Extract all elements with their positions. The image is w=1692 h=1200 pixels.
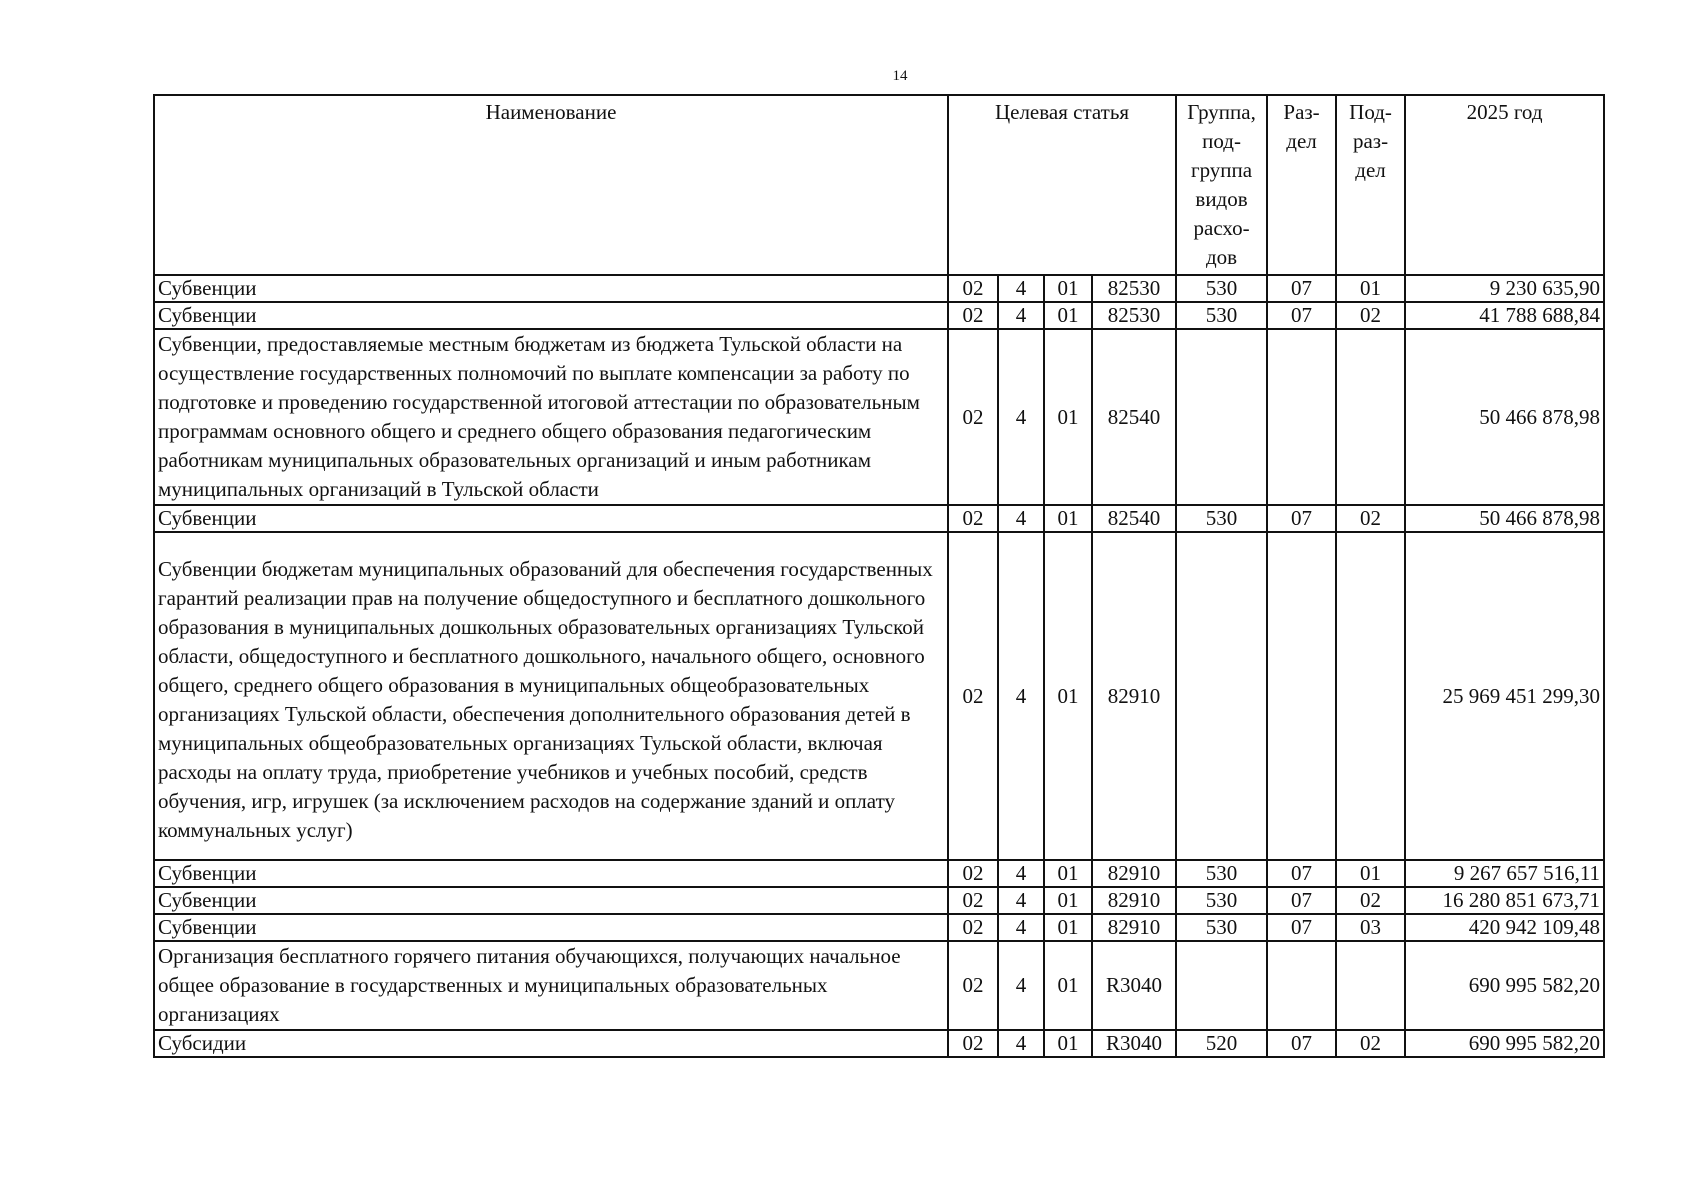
table-row [154,941,1604,1030]
row-code-subprogram: 01 [1044,860,1092,887]
row-code-direction: 82530 [1092,302,1176,329]
row-code-direction: 82910 [1092,887,1176,914]
row-code-subprogram: 01 [1044,914,1092,941]
table-row [154,275,1604,302]
row-code-direction: 82910 [1092,532,1176,860]
row-subsection [1336,329,1405,505]
row-amount: 25 969 451 299,30 [1405,532,1604,860]
row-code-subprogram: 01 [1044,275,1092,302]
row-amount: 420 942 109,48 [1405,914,1604,941]
row-subsection: 02 [1336,1030,1405,1057]
row-name: Субвенции [154,887,948,914]
row-section: 07 [1267,914,1336,941]
row-name: Субвенции [154,914,948,941]
table-row [154,329,1604,505]
row-code-program: 02 [948,275,998,302]
row-code-type: 4 [998,914,1044,941]
row-code-subprogram: 01 [1044,532,1092,860]
row-group: 530 [1176,302,1267,329]
row-code-program: 02 [948,505,998,532]
row-code-subprogram: 01 [1044,1030,1092,1057]
table-row [154,860,1604,887]
row-section [1267,532,1336,860]
row-name: Субвенции бюджетам муниципальных образований для обеспечения государственных гарантий реализации прав на получение общедоступного и бесплатного дошкольного образования в муниципальных дошкольных образовательных организациях Тульской области, общедоступного и бесплатного дошкольного, начального общего, основного общего, среднего общего образования в муниципальных общеобразовательных организациях Тульской области, обеспечения дополнительного образования детей в муниципальных общеобразовательных организациях Тульской области, включая расходы на оплату труда, приобретение учебников и учебных пособий, средств обучения, игр, игрушек (за исключением расходов на содержание зданий и оплату коммунальных услуг) [154,532,948,860]
row-amount: 41 788 688,84 [1405,302,1604,329]
row-subsection: 02 [1336,887,1405,914]
row-group [1176,329,1267,505]
row-code-program: 02 [948,532,998,860]
row-name: Субвенции [154,275,948,302]
row-section: 07 [1267,1030,1336,1057]
row-section: 07 [1267,302,1336,329]
row-code-type: 4 [998,505,1044,532]
row-group [1176,532,1267,860]
row-subsection: 02 [1336,302,1405,329]
row-subsection [1336,941,1405,1030]
row-code-program: 02 [948,1030,998,1057]
table-row [154,505,1604,532]
row-code-direction: 82910 [1092,860,1176,887]
row-code-program: 02 [948,860,998,887]
header-subsection: Под-раз-дел [1336,95,1405,275]
row-code-type: 4 [998,302,1044,329]
row-code-direction: 82910 [1092,914,1176,941]
row-group: 520 [1176,1030,1267,1057]
header-section: Раз-дел [1267,95,1336,275]
row-code-program: 02 [948,914,998,941]
row-amount: 690 995 582,20 [1405,1030,1604,1057]
row-group: 530 [1176,860,1267,887]
header-year: 2025 год [1405,95,1604,275]
row-code-subprogram: 01 [1044,941,1092,1030]
table-row [154,1030,1604,1057]
row-code-type: 4 [998,1030,1044,1057]
row-code-subprogram: 01 [1044,505,1092,532]
row-name: Субсидии [154,1030,948,1057]
row-amount: 50 466 878,98 [1405,329,1604,505]
table-header-row [154,95,1604,275]
row-subsection [1336,532,1405,860]
row-code-direction: R3040 [1092,941,1176,1030]
row-code-type: 4 [998,275,1044,302]
row-code-type: 4 [998,860,1044,887]
row-section [1267,941,1336,1030]
row-code-program: 02 [948,302,998,329]
row-subsection: 01 [1336,860,1405,887]
row-code-program: 02 [948,887,998,914]
header-name: Наименование [154,95,948,275]
row-code-program: 02 [948,941,998,1030]
row-amount: 690 995 582,20 [1405,941,1604,1030]
budget-table [153,94,1605,1058]
row-amount: 50 466 878,98 [1405,505,1604,532]
row-code-type: 4 [998,941,1044,1030]
row-group: 530 [1176,275,1267,302]
table-row [154,532,1604,860]
row-group [1176,941,1267,1030]
row-subsection: 02 [1336,505,1405,532]
row-section: 07 [1267,860,1336,887]
row-code-subprogram: 01 [1044,887,1092,914]
row-subsection: 01 [1336,275,1405,302]
row-code-direction: 82540 [1092,329,1176,505]
row-name: Субвенции [154,860,948,887]
row-code-direction: 82530 [1092,275,1176,302]
page-number: 14 [892,68,908,84]
row-code-type: 4 [998,887,1044,914]
row-code-type: 4 [998,329,1044,505]
row-name: Субвенции [154,302,948,329]
row-section: 07 [1267,887,1336,914]
row-section [1267,329,1336,505]
row-name: Субвенции [154,505,948,532]
row-amount: 9 267 657 516,11 [1405,860,1604,887]
header-target: Целевая статья [948,95,1176,275]
row-amount: 9 230 635,90 [1405,275,1604,302]
row-code-program: 02 [948,329,998,505]
row-code-subprogram: 01 [1044,329,1092,505]
table-row [154,887,1604,914]
row-group: 530 [1176,887,1267,914]
header-group: Группа, под-группа видов расхо-дов [1176,95,1267,275]
table-row [154,302,1604,329]
row-section: 07 [1267,275,1336,302]
row-group: 530 [1176,914,1267,941]
row-name: Субвенции, предоставляемые местным бюджетам из бюджета Тульской области на осуществление государственных полномочий по выплате компенсации за работу по подготовке и проведению государственной итоговой аттестации по образовательным программам основного общего и среднего общего образования педагогическим работникам муниципальных образовательных организаций и иным работникам муниципальных организаций в Тульской области [154,329,948,505]
row-code-type: 4 [998,532,1044,860]
row-name: Организация бесплатного горячего питания обучающихся, получающих начальное общее образование в государственных и муниципальных образовательных организациях [154,941,948,1030]
row-code-direction: 82540 [1092,505,1176,532]
row-amount: 16 280 851 673,71 [1405,887,1604,914]
row-code-direction: R3040 [1092,1030,1176,1057]
row-code-subprogram: 01 [1044,302,1092,329]
row-group: 530 [1176,505,1267,532]
row-section: 07 [1267,505,1336,532]
row-subsection: 03 [1336,914,1405,941]
table-row [154,914,1604,941]
